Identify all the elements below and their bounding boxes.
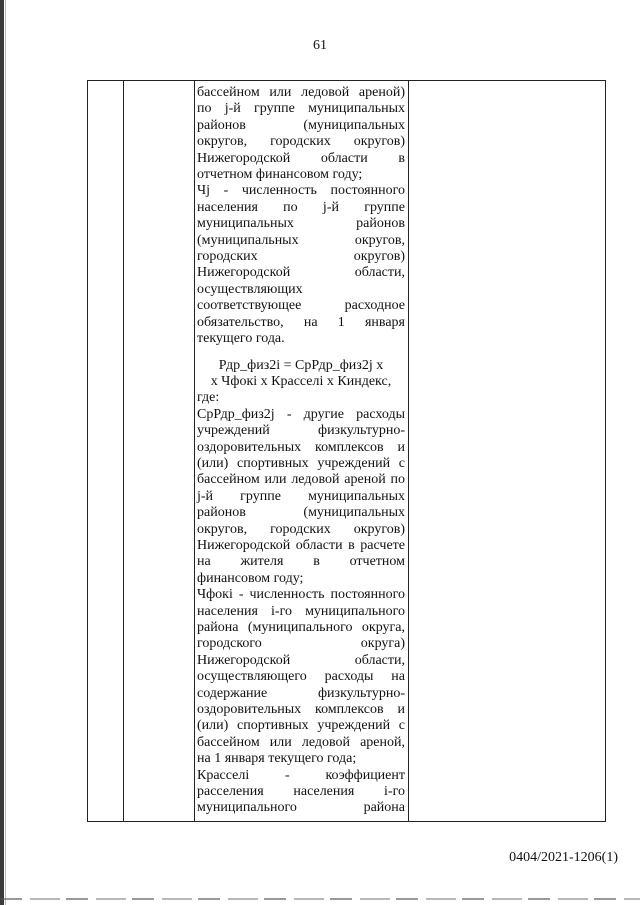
text-line: Красселi - коэффициент bbox=[197, 767, 405, 783]
column-divider-1 bbox=[123, 81, 124, 821]
text-line: округов, городских округов) bbox=[197, 521, 405, 537]
text-line: городского округа) bbox=[197, 636, 405, 652]
text-line: городских округов) bbox=[197, 249, 405, 265]
text-line: на 1 января текущего года; bbox=[197, 751, 357, 767]
text-line: на жителя в отчетном bbox=[197, 554, 405, 570]
text-line: отчетном финансовом году; bbox=[197, 167, 363, 183]
description-cell bbox=[197, 85, 405, 817]
text-line: Чj - численность постоянного bbox=[197, 183, 405, 199]
text-line: округов, городских округов) bbox=[197, 134, 405, 150]
column-divider-3 bbox=[408, 81, 409, 821]
text-line: осуществляющих bbox=[197, 281, 303, 297]
text-line: где: bbox=[197, 390, 220, 406]
text-line: населения i-го муниципального bbox=[197, 603, 405, 619]
text-line: Нижегородской области в расчете bbox=[197, 537, 405, 553]
document-table bbox=[87, 80, 606, 822]
text-block-variables bbox=[197, 85, 405, 348]
text-line: соответствующее расходное bbox=[197, 298, 405, 314]
text-line: (муниципальных округов, bbox=[197, 232, 405, 248]
scan-artifact-bottom bbox=[0, 898, 640, 900]
text-line: Чфокi - численность постоянного bbox=[197, 587, 405, 603]
text-line: Нижегородской области в bbox=[197, 150, 405, 166]
text-line: j-й группе муниципальных bbox=[197, 488, 405, 504]
text-line: расселения населения i-го bbox=[197, 784, 405, 800]
text-line: обязательство, на 1 января bbox=[197, 314, 405, 330]
text-line: содержание физкультурно- bbox=[197, 685, 405, 701]
text-line: (или) спортивных учреждений с bbox=[197, 718, 405, 734]
text-block-definitions bbox=[197, 390, 405, 817]
scan-edge bbox=[0, 0, 4, 905]
text-line: СрРдр_физ2j - другие расходы bbox=[197, 406, 405, 422]
formula-line-1: Рдр_физ2i = СрРдр_физ2j x bbox=[218, 357, 384, 373]
text-line: районов (муниципальных bbox=[197, 505, 405, 521]
text-line: (или) спортивных учреждений с bbox=[197, 455, 405, 471]
text-line: бассейном или ледовой ареной, bbox=[197, 734, 405, 750]
text-line: района (муниципального округа, bbox=[197, 620, 405, 635]
text-line: Нижегородской области, bbox=[197, 265, 405, 281]
text-line: осуществляющего расходы на bbox=[197, 669, 405, 685]
text-line: оздоровительных комплексов и bbox=[197, 439, 405, 455]
text-line: населения по j-й группе bbox=[197, 199, 405, 215]
document-code: 0404/2021-1206(1) bbox=[509, 850, 618, 865]
formula-line-2: x Чфокi x Красселi x Киндекс, bbox=[210, 373, 392, 389]
text-line: Нижегородской области, bbox=[197, 652, 405, 668]
paragraph-gap bbox=[197, 348, 405, 358]
column-divider-2 bbox=[194, 81, 195, 821]
text-line: финансовом году; bbox=[197, 570, 304, 586]
text-line: оздоровительных комплексов и bbox=[197, 702, 405, 718]
text-line: районов (муниципальных bbox=[197, 117, 405, 133]
page-number: 61 bbox=[313, 38, 327, 53]
text-line: по j-й группе муниципальных bbox=[197, 101, 405, 117]
text-line: бассейном или ледовой ареной) bbox=[197, 85, 405, 100]
text-line: муниципальных районов bbox=[197, 216, 405, 232]
text-line: текущего года. bbox=[197, 331, 285, 347]
text-line: учреждений физкультурно- bbox=[197, 423, 405, 439]
scan-edge-line bbox=[5, 0, 6, 905]
text-line: муниципального района bbox=[197, 800, 405, 816]
text-line: бассейном или ледовой ареной по bbox=[197, 472, 405, 488]
